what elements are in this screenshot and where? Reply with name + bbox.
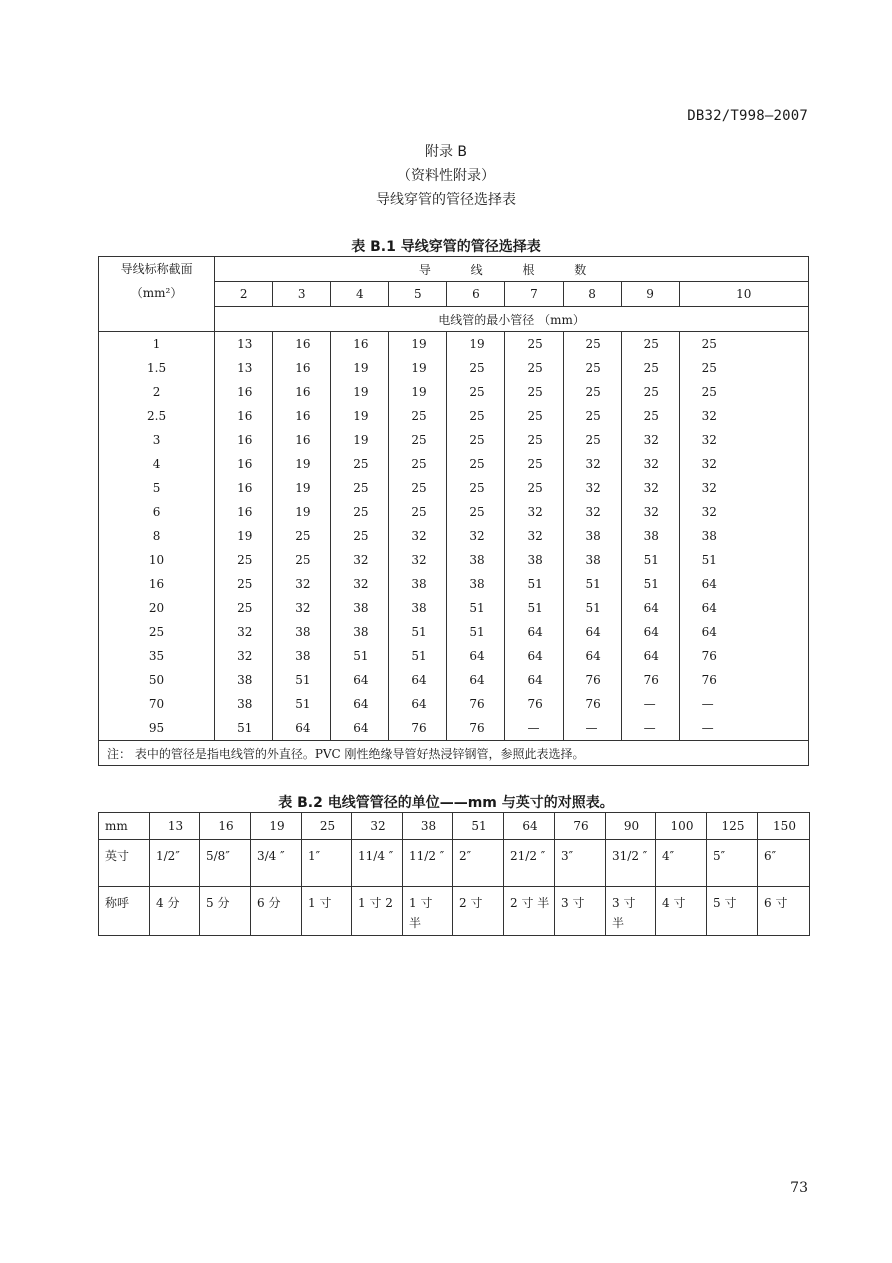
diameter-value: —	[701, 721, 714, 735]
diameter-value: 25	[469, 505, 485, 519]
name-cell: 5 分	[200, 887, 251, 936]
diameter-value: 32	[295, 577, 311, 591]
diameter-value: 25	[411, 481, 427, 495]
section-value: 2	[152, 385, 161, 399]
diameter-value: 38	[353, 601, 369, 615]
diameter-value: 64	[643, 601, 659, 615]
diameter-value: 51	[411, 625, 427, 639]
diameter-value: —	[701, 697, 714, 711]
table1-body	[99, 332, 809, 741]
diameter-value: 51	[643, 577, 659, 591]
diameter-value: 19	[353, 433, 369, 447]
mm-cell: 125	[707, 813, 758, 840]
diameter-value: 25	[295, 529, 311, 543]
diameter-value: 32	[469, 529, 485, 543]
diameter-value: 64	[353, 697, 369, 711]
diameter-column-9	[621, 332, 679, 741]
wire-count-2: 2	[215, 282, 273, 307]
diameter-value: 38	[295, 649, 311, 663]
diameter-value: 64	[585, 625, 601, 639]
mm-cell: 90	[606, 813, 656, 840]
diameter-column-2	[215, 332, 273, 741]
diameter-value: 32	[643, 433, 659, 447]
diameter-value: 51	[237, 721, 253, 735]
diameter-value: 19	[411, 385, 427, 399]
diameter-value: 19	[295, 481, 311, 495]
diameter-value: 25	[643, 337, 659, 351]
section-value: 70	[148, 697, 165, 711]
diameter-column-6	[447, 332, 505, 741]
diameter-value: 32	[295, 601, 311, 615]
diameter-value: 25	[295, 553, 311, 567]
min-diameter-subheader: 电线管的最小管径 （mm）	[215, 307, 809, 332]
name-label: 称呼	[99, 887, 150, 936]
diameter-column-10	[679, 332, 808, 741]
section-header	[99, 257, 215, 332]
diameter-value: 38	[411, 577, 427, 591]
diameter-value: 25	[585, 385, 601, 399]
diameter-value: 76	[469, 721, 485, 735]
diameter-value: 19	[411, 337, 427, 351]
wire-count-header: 导 线 根 数	[215, 257, 809, 282]
mm-cell: 51	[453, 813, 504, 840]
name-cell: 1 寸 2	[352, 887, 403, 936]
diameter-value: 16	[237, 433, 253, 447]
diameter-value: 76	[701, 649, 717, 663]
diameter-value: 64	[469, 673, 485, 687]
diameter-value: 16	[237, 457, 253, 471]
mm-cell: 25	[302, 813, 352, 840]
diameter-value: 51	[469, 601, 485, 615]
diameter-value: 25	[527, 457, 543, 471]
inch-cell: 31/2 ″	[606, 840, 656, 887]
diameter-value: 25	[585, 409, 601, 423]
inch-row	[99, 840, 810, 887]
diameter-value: 25	[411, 505, 427, 519]
diameter-value: 32	[353, 577, 369, 591]
diameter-value: 25	[643, 385, 659, 399]
diameter-value: 38	[527, 553, 543, 567]
diameter-value: 32	[585, 457, 601, 471]
diameter-value: 51	[411, 649, 427, 663]
diameter-value: 25	[585, 433, 601, 447]
diameter-value: 64	[411, 673, 427, 687]
diameter-value: —	[643, 697, 656, 711]
diameter-value: 64	[527, 673, 543, 687]
mm-cell: 13	[150, 813, 200, 840]
diameter-value: 51	[527, 577, 543, 591]
inch-label: 英寸	[99, 840, 150, 887]
appendix-label: 附录 B	[424, 144, 468, 160]
diameter-value: 64	[353, 721, 369, 735]
diameter-value: 51	[585, 601, 601, 615]
diameter-value: 19	[237, 529, 253, 543]
name-cell: 4 分	[150, 887, 200, 936]
diameter-value: 38	[295, 625, 311, 639]
wire-count-5: 5	[389, 282, 447, 307]
diameter-value: —	[527, 721, 540, 735]
diameter-value: 13	[237, 361, 253, 375]
diameter-value: 16	[237, 481, 253, 495]
name-cell: 2 寸 半	[504, 887, 555, 936]
diameter-value: 25	[411, 457, 427, 471]
diameter-value: 25	[701, 385, 717, 399]
wire-count-10: 10	[679, 282, 808, 307]
diameter-value: 16	[295, 337, 311, 351]
diameter-value: 76	[469, 697, 485, 711]
section-value: 35	[148, 649, 165, 663]
diameter-value: 25	[411, 433, 427, 447]
diameter-value: 32	[527, 505, 543, 519]
diameter-value: 32	[237, 625, 253, 639]
diameter-value: 64	[701, 601, 717, 615]
diameter-column-7	[505, 332, 563, 741]
diameter-value: 38	[411, 601, 427, 615]
diameter-value: 25	[643, 409, 659, 423]
wire-count-4: 4	[331, 282, 389, 307]
diameter-value: 76	[585, 673, 601, 687]
diameter-value: 76	[411, 721, 427, 735]
section-value: 50	[148, 673, 165, 687]
document-code: DB32/T998—2007	[687, 108, 808, 124]
inch-cell: 6″	[758, 840, 810, 887]
wire-count-8: 8	[563, 282, 621, 307]
diameter-value: 32	[585, 481, 601, 495]
diameter-value: 25	[411, 409, 427, 423]
diameter-value: 32	[643, 505, 659, 519]
diameter-value: 16	[237, 409, 253, 423]
diameter-value: 76	[701, 673, 717, 687]
diameter-value: 25	[237, 553, 253, 567]
diameter-value: 64	[701, 625, 717, 639]
wire-count-7: 7	[505, 282, 563, 307]
diameter-value: 51	[295, 697, 311, 711]
diameter-value: 64	[411, 697, 427, 711]
diameter-value: 32	[701, 505, 717, 519]
wire-count-9: 9	[621, 282, 679, 307]
diameter-value: 64	[701, 577, 717, 591]
diameter-value: 13	[237, 337, 253, 351]
diameter-value: 38	[701, 529, 717, 543]
diameter-value: 25	[469, 409, 485, 423]
diameter-value: 38	[469, 553, 485, 567]
diameter-value: 19	[469, 337, 485, 351]
inch-cell: 2″	[453, 840, 504, 887]
diameter-value: 64	[353, 673, 369, 687]
section-value: 20	[148, 601, 165, 615]
section-value: 95	[148, 721, 165, 735]
name-cell: 4 寸	[656, 887, 707, 936]
diameter-value: 51	[643, 553, 659, 567]
diameter-value: 25	[469, 481, 485, 495]
diameter-value: 16	[295, 433, 311, 447]
diameter-value: 32	[353, 553, 369, 567]
diameter-value: 51	[585, 577, 601, 591]
table2-caption: 表 B.2 电线管管径的单位——mm 与英寸的对照表。	[278, 795, 614, 811]
inch-cell: 21/2 ″	[504, 840, 555, 887]
section-value: 6	[152, 505, 161, 519]
diameter-value: 38	[585, 529, 601, 543]
section-value: 2.5	[147, 409, 167, 423]
name-cell: 1 寸 半	[403, 887, 453, 936]
diameter-value: 76	[527, 697, 543, 711]
name-cell: 6 分	[251, 887, 302, 936]
inch-cell: 3″	[555, 840, 606, 887]
diameter-value: 25	[527, 433, 543, 447]
diameter-value: 76	[643, 673, 659, 687]
diameter-value: 25	[469, 457, 485, 471]
inch-cell: 11/2 ″	[403, 840, 453, 887]
diameter-value: 19	[353, 361, 369, 375]
mm-label: mm	[99, 813, 150, 840]
section-value: 8	[152, 529, 161, 543]
mm-cell: 19	[251, 813, 302, 840]
diameter-value: 32	[411, 553, 427, 567]
diameter-value: 19	[295, 505, 311, 519]
name-cell: 1 寸	[302, 887, 352, 936]
diameter-value: 25	[469, 361, 485, 375]
inch-conversion-table	[98, 812, 810, 936]
diameter-value: 32	[643, 457, 659, 471]
diameter-column-5	[389, 332, 447, 741]
diameter-value: 32	[701, 457, 717, 471]
section-value: 4	[152, 457, 161, 471]
diameter-value: 32	[701, 481, 717, 495]
page-number: 73	[790, 1180, 808, 1196]
diameter-value: 25	[527, 481, 543, 495]
diameter-value: 25	[527, 385, 543, 399]
wire-count-3: 3	[273, 282, 331, 307]
diameter-value: 38	[353, 625, 369, 639]
diameter-value: —	[643, 721, 656, 735]
diameter-value: 38	[237, 673, 253, 687]
diameter-value: 25	[527, 361, 543, 375]
name-cell: 3 寸	[555, 887, 606, 936]
name-cell: 6 寸	[758, 887, 810, 936]
table1-note: 注： 表中的管径是指电线管的外直径。PVC 刚性绝缘导管好热浸锌钢管，参照此表选择。	[99, 741, 809, 766]
diameter-column-3	[273, 332, 331, 741]
name-cell: 5 寸	[707, 887, 758, 936]
section-value: 3	[152, 433, 161, 447]
diameter-value: 64	[295, 721, 311, 735]
appendix-type: （资料性附录）	[397, 168, 495, 184]
diameter-value: 38	[469, 577, 485, 591]
section-value: 16	[148, 577, 165, 591]
diameter-value: 64	[643, 625, 659, 639]
section-value: 5	[152, 481, 161, 495]
diameter-value: 64	[643, 649, 659, 663]
diameter-value: 25	[527, 337, 543, 351]
name-row	[99, 887, 810, 936]
diameter-value: 51	[701, 553, 717, 567]
mm-cell: 16	[200, 813, 251, 840]
wire-count-6: 6	[447, 282, 505, 307]
section-header-line1: 导线标称截面	[120, 262, 193, 276]
inch-cell: 5″	[707, 840, 758, 887]
diameter-value: 32	[527, 529, 543, 543]
inch-cell: 1/2″	[150, 840, 200, 887]
diameter-value: 32	[237, 649, 253, 663]
diameter-value: 25	[353, 457, 369, 471]
diameter-value: 32	[701, 433, 717, 447]
diameter-value: 38	[585, 553, 601, 567]
diameter-value: 51	[295, 673, 311, 687]
mm-cell: 100	[656, 813, 707, 840]
mm-cell: 64	[504, 813, 555, 840]
diameter-value: 25	[643, 361, 659, 375]
diameter-value: 32	[411, 529, 427, 543]
diameter-value: 32	[643, 481, 659, 495]
diameter-value: 51	[469, 625, 485, 639]
diameter-value: 25	[353, 529, 369, 543]
mm-cell: 32	[352, 813, 403, 840]
diameter-value: 16	[353, 337, 369, 351]
diameter-value: 51	[353, 649, 369, 663]
mm-cell: 38	[403, 813, 453, 840]
appendix-headings	[0, 140, 892, 212]
diameter-value: 25	[237, 601, 253, 615]
diameter-value: 32	[585, 505, 601, 519]
diameter-value: 16	[237, 385, 253, 399]
section-value: 1	[152, 337, 161, 351]
diameter-value: 25	[527, 409, 543, 423]
mm-cell: 150	[758, 813, 810, 840]
diameter-value: 25	[353, 481, 369, 495]
appendix-title: 导线穿管的管径选择表	[376, 192, 516, 208]
inch-cell: 1″	[302, 840, 352, 887]
section-column	[99, 332, 215, 741]
diameter-value: 16	[295, 361, 311, 375]
diameter-column-8	[563, 332, 621, 741]
name-cell: 3 寸 半	[606, 887, 656, 936]
diameter-value: 25	[237, 577, 253, 591]
inch-cell: 5/8″	[200, 840, 251, 887]
section-value: 25	[148, 625, 165, 639]
diameter-value: 19	[353, 409, 369, 423]
mm-row	[99, 813, 810, 840]
diameter-value: 16	[295, 409, 311, 423]
diameter-value: 25	[469, 385, 485, 399]
mm-cell: 76	[555, 813, 606, 840]
diameter-value: 16	[237, 505, 253, 519]
diameter-value: 64	[527, 649, 543, 663]
diameter-value: —	[585, 721, 598, 735]
diameter-value: 64	[585, 649, 601, 663]
section-value: 1.5	[147, 361, 167, 375]
diameter-value: 25	[701, 361, 717, 375]
diameter-value: 16	[295, 385, 311, 399]
conduit-size-table	[98, 256, 809, 766]
diameter-value: 25	[585, 337, 601, 351]
table1-caption: 表 B.1 导线穿管的管径选择表	[351, 239, 541, 255]
diameter-value: 25	[353, 505, 369, 519]
diameter-value: 76	[585, 697, 601, 711]
inch-cell: 4″	[656, 840, 707, 887]
diameter-value: 25	[701, 337, 717, 351]
diameter-value: 25	[469, 433, 485, 447]
diameter-value: 64	[527, 625, 543, 639]
diameter-value: 19	[353, 385, 369, 399]
diameter-value: 51	[527, 601, 543, 615]
name-cell: 2 寸	[453, 887, 504, 936]
section-header-line2: （mm²）	[130, 286, 183, 300]
diameter-value: 38	[643, 529, 659, 543]
diameter-value: 19	[411, 361, 427, 375]
diameter-value: 32	[701, 409, 717, 423]
diameter-value: 25	[585, 361, 601, 375]
diameter-value: 38	[237, 697, 253, 711]
diameter-value: 19	[295, 457, 311, 471]
section-value: 10	[148, 553, 165, 567]
inch-cell: 11/4 ″	[352, 840, 403, 887]
inch-cell: 3/4 ″	[251, 840, 302, 887]
diameter-column-4	[331, 332, 389, 741]
diameter-value: 64	[469, 649, 485, 663]
